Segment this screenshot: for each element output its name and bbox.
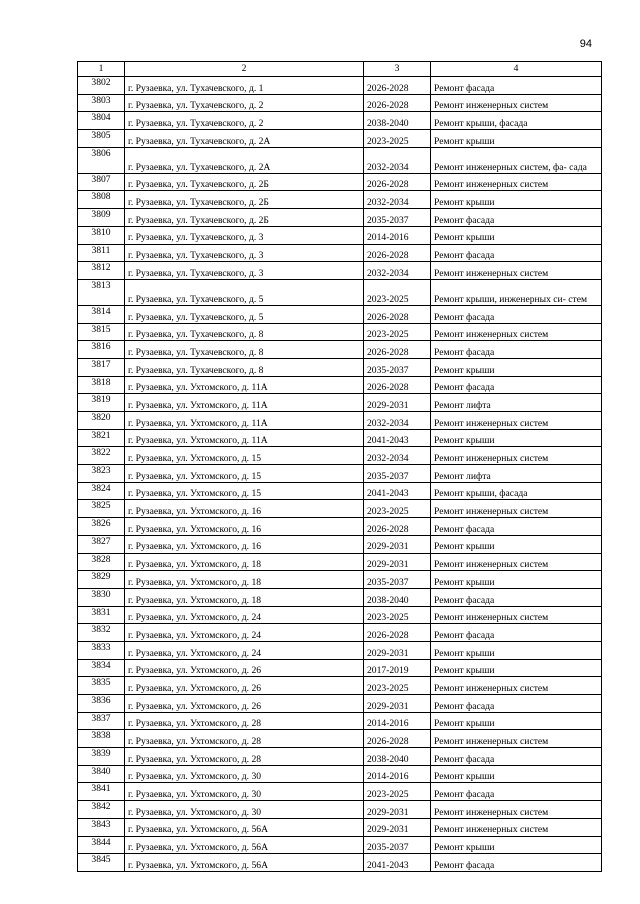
row-address: г. Рузаевка, ул. Ухтомского, д. 24: [125, 606, 364, 624]
page-number: 94: [579, 38, 592, 50]
row-address: г. Рузаевка, ул. Ухтомского, д. 15: [125, 482, 364, 500]
row-work: Ремонт крыши: [431, 535, 602, 553]
row-address: г. Рузаевка, ул. Тухачевского, д. 3: [125, 226, 364, 244]
row-period: 2032-2034: [364, 412, 431, 430]
row-work: Ремонт инженерных систем: [431, 94, 602, 112]
table-row: [78, 447, 602, 465]
row-address: г. Рузаевка, ул. Ухтомского, д. 56А: [125, 836, 364, 854]
row-work: Ремонт фасада: [431, 77, 602, 95]
row-period: 2038-2040: [364, 588, 431, 606]
row-work: Ремонт крыши: [431, 429, 602, 447]
table-row: [78, 730, 602, 748]
row-number: 3829: [78, 571, 125, 589]
row-period: 2041-2043: [364, 854, 431, 872]
row-period: 2035-2037: [364, 465, 431, 483]
row-work: Ремонт фасада: [431, 854, 602, 872]
row-period: 2035-2037: [364, 358, 431, 376]
row-number: 3831: [78, 606, 125, 624]
row-work: Ремонт инженерных систем: [431, 262, 602, 280]
row-work: Ремонт инженерных систем: [431, 500, 602, 518]
row-number: 3818: [78, 376, 125, 394]
table-row: [78, 244, 602, 262]
table-row: [78, 606, 602, 624]
row-number: 3807: [78, 173, 125, 191]
row-address: г. Рузаевка, ул. Тухачевского, д. 3: [125, 244, 364, 262]
row-work: Ремонт фасада: [431, 305, 602, 323]
row-number: 3834: [78, 659, 125, 677]
table-row: [78, 588, 602, 606]
row-work: Ремонт фасада: [431, 209, 602, 227]
table-row: [78, 429, 602, 447]
table-row: [78, 765, 602, 783]
row-work: Ремонт инженерных систем: [431, 801, 602, 819]
row-number: 3802: [78, 77, 125, 95]
row-number: 3843: [78, 818, 125, 836]
row-number: 3824: [78, 482, 125, 500]
row-address: г. Рузаевка, ул. Тухачевского, д. 8: [125, 358, 364, 376]
row-period: 2026-2028: [364, 305, 431, 323]
table-row: [78, 641, 602, 659]
row-number: 3830: [78, 588, 125, 606]
row-number: 3845: [78, 854, 125, 872]
row-work: Ремонт фасада: [431, 624, 602, 642]
row-address: г. Рузаевка, ул. Ухтомского, д. 16: [125, 535, 364, 553]
row-number: 3805: [78, 130, 125, 148]
table-row: [78, 500, 602, 518]
table-row: [78, 341, 602, 359]
table-row: [78, 94, 602, 112]
table-body: [78, 77, 602, 872]
row-period: 2032-2034: [364, 262, 431, 280]
table-row: [78, 535, 602, 553]
table-row: [78, 571, 602, 589]
table-row: [78, 112, 602, 130]
row-address: г. Рузаевка, ул. Ухтомского, д. 24: [125, 624, 364, 642]
row-period: 2026-2028: [364, 94, 431, 112]
row-number: 3828: [78, 553, 125, 571]
row-number: 3817: [78, 358, 125, 376]
row-work: Ремонт инженерных систем: [431, 606, 602, 624]
table-row: [78, 376, 602, 394]
column-header: 1: [78, 62, 125, 77]
row-number: 3842: [78, 801, 125, 819]
row-number: 3813: [78, 279, 125, 305]
table-row: [78, 147, 602, 173]
row-work: Ремонт крыши: [431, 191, 602, 209]
row-period: 2026-2028: [364, 341, 431, 359]
row-period: 2014-2016: [364, 765, 431, 783]
row-number: 3803: [78, 94, 125, 112]
row-period: 2014-2016: [364, 712, 431, 730]
table-row: [78, 465, 602, 483]
row-address: г. Рузаевка, ул. Тухачевского, д. 5: [125, 305, 364, 323]
column-header: 2: [125, 62, 364, 77]
table-row: [78, 358, 602, 376]
table-row: [78, 783, 602, 801]
table-row: [78, 412, 602, 430]
row-number: 3815: [78, 323, 125, 341]
row-work: Ремонт лифта: [431, 465, 602, 483]
row-work: Ремонт инженерных систем: [431, 553, 602, 571]
table-row: [78, 695, 602, 713]
table-row: [78, 226, 602, 244]
row-period: 2035-2037: [364, 209, 431, 227]
repair-schedule-table: [77, 61, 602, 872]
row-number: 3825: [78, 500, 125, 518]
row-address: г. Рузаевка, ул. Тухачевского, д. 5: [125, 279, 364, 305]
row-period: 2026-2028: [364, 376, 431, 394]
row-number: 3823: [78, 465, 125, 483]
table-row: [78, 854, 602, 872]
row-period: 2023-2025: [364, 279, 431, 305]
row-address: г. Рузаевка, ул. Ухтомского, д. 11А: [125, 412, 364, 430]
table-row: [78, 677, 602, 695]
table-row: [78, 836, 602, 854]
row-number: 3836: [78, 695, 125, 713]
row-address: г. Рузаевка, ул. Ухтомского, д. 16: [125, 518, 364, 536]
row-address: г. Рузаевка, ул. Тухачевского, д. 8: [125, 323, 364, 341]
row-address: г. Рузаевка, ул. Ухтомского, д. 56А: [125, 854, 364, 872]
row-address: г. Рузаевка, ул. Тухачевского, д. 3: [125, 262, 364, 280]
row-period: 2032-2034: [364, 447, 431, 465]
row-work: Ремонт крыши, фасада: [431, 482, 602, 500]
row-work: Ремонт инженерных систем: [431, 173, 602, 191]
table-row: [78, 482, 602, 500]
row-number: 3837: [78, 712, 125, 730]
row-number: 3809: [78, 209, 125, 227]
row-number: 3816: [78, 341, 125, 359]
row-address: г. Рузаевка, ул. Ухтомского, д. 15: [125, 447, 364, 465]
row-work: Ремонт крыши: [431, 130, 602, 148]
row-address: г. Рузаевка, ул. Ухтомского, д. 24: [125, 641, 364, 659]
row-address: г. Рузаевка, ул. Ухтомского, д. 11А: [125, 394, 364, 412]
row-address: г. Рузаевка, ул. Тухачевского, д. 2: [125, 94, 364, 112]
table-row: [78, 553, 602, 571]
row-address: г. Рузаевка, ул. Ухтомского, д. 18: [125, 588, 364, 606]
row-period: 2029-2031: [364, 641, 431, 659]
row-address: г. Рузаевка, ул. Тухачевского, д. 1: [125, 77, 364, 95]
row-address: г. Рузаевка, ул. Ухтомского, д. 26: [125, 659, 364, 677]
row-address: г. Рузаевка, ул. Тухачевского, д. 8: [125, 341, 364, 359]
row-number: 3835: [78, 677, 125, 695]
row-work: Ремонт крыши: [431, 659, 602, 677]
row-period: 2026-2028: [364, 518, 431, 536]
table-row: [78, 209, 602, 227]
row-address: г. Рузаевка, ул. Ухтомского, д. 56А: [125, 818, 364, 836]
row-address: г. Рузаевка, ул. Ухтомского, д. 30: [125, 783, 364, 801]
row-work: Ремонт лифта: [431, 394, 602, 412]
row-address: г. Рузаевка, ул. Ухтомского, д. 15: [125, 465, 364, 483]
table-row: [78, 262, 602, 280]
row-period: 2023-2025: [364, 783, 431, 801]
row-work: Ремонт крыши: [431, 358, 602, 376]
table-row: [78, 712, 602, 730]
table-header-row: [78, 62, 602, 77]
row-work: Ремонт фасада: [431, 376, 602, 394]
row-number: 3840: [78, 765, 125, 783]
row-number: 3839: [78, 748, 125, 766]
table-row: [78, 305, 602, 323]
table-row: [78, 130, 602, 148]
row-work: Ремонт фасада: [431, 695, 602, 713]
row-address: г. Рузаевка, ул. Ухтомского, д. 28: [125, 730, 364, 748]
row-number: 3832: [78, 624, 125, 642]
row-number: 3819: [78, 394, 125, 412]
row-period: 2023-2025: [364, 500, 431, 518]
row-address: г. Рузаевка, ул. Ухтомского, д. 11А: [125, 376, 364, 394]
row-period: 2026-2028: [364, 730, 431, 748]
row-period: 2032-2034: [364, 191, 431, 209]
row-work: Ремонт фасада: [431, 341, 602, 359]
row-period: 2029-2031: [364, 394, 431, 412]
row-period: 2029-2031: [364, 818, 431, 836]
row-work: Ремонт фасада: [431, 588, 602, 606]
row-work: Ремонт крыши: [431, 641, 602, 659]
row-number: 3812: [78, 262, 125, 280]
row-period: 2041-2043: [364, 429, 431, 447]
row-address: г. Рузаевка, ул. Ухтомского, д. 11А: [125, 429, 364, 447]
row-work: Ремонт крыши: [431, 836, 602, 854]
row-address: г. Рузаевка, ул. Ухтомского, д. 26: [125, 677, 364, 695]
row-period: 2026-2028: [364, 244, 431, 262]
row-work: Ремонт фасада: [431, 244, 602, 262]
row-period: 2014-2016: [364, 226, 431, 244]
row-number: 3822: [78, 447, 125, 465]
row-number: 3838: [78, 730, 125, 748]
row-work: Ремонт крыши: [431, 712, 602, 730]
table-row: [78, 173, 602, 191]
row-work: Ремонт инженерных систем, фа- сада: [431, 147, 602, 173]
row-period: 2026-2028: [364, 77, 431, 95]
row-work: Ремонт инженерных систем: [431, 818, 602, 836]
row-period: 2026-2028: [364, 173, 431, 191]
table-row: [78, 279, 602, 305]
row-address: г. Рузаевка, ул. Ухтомского, д. 30: [125, 801, 364, 819]
row-address: г. Рузаевка, ул. Ухтомского, д. 26: [125, 695, 364, 713]
row-number: 3841: [78, 783, 125, 801]
row-period: 2038-2040: [364, 748, 431, 766]
row-address: г. Рузаевка, ул. Ухтомского, д. 16: [125, 500, 364, 518]
row-address: г. Рузаевка, ул. Тухачевского, д. 2А: [125, 130, 364, 148]
row-period: 2029-2031: [364, 535, 431, 553]
row-number: 3826: [78, 518, 125, 536]
row-work: Ремонт инженерных систем: [431, 677, 602, 695]
row-work: Ремонт крыши: [431, 765, 602, 783]
row-period: 2023-2025: [364, 130, 431, 148]
table-row: [78, 191, 602, 209]
row-address: г. Рузаевка, ул. Ухтомского, д. 18: [125, 553, 364, 571]
row-number: 3833: [78, 641, 125, 659]
row-work: Ремонт инженерных систем: [431, 447, 602, 465]
row-address: г. Рузаевка, ул. Тухачевского, д. 2Б: [125, 191, 364, 209]
row-period: 2041-2043: [364, 482, 431, 500]
table-row: [78, 624, 602, 642]
row-period: 2029-2031: [364, 695, 431, 713]
row-number: 3806: [78, 147, 125, 173]
row-period: 2038-2040: [364, 112, 431, 130]
row-work: Ремонт крыши: [431, 226, 602, 244]
column-header: 4: [431, 62, 602, 77]
row-work: Ремонт фасада: [431, 783, 602, 801]
row-work: Ремонт инженерных систем: [431, 730, 602, 748]
table-row: [78, 801, 602, 819]
table-row: [78, 818, 602, 836]
row-period: 2023-2025: [364, 606, 431, 624]
row-number: 3814: [78, 305, 125, 323]
row-number: 3804: [78, 112, 125, 130]
column-header: 3: [364, 62, 431, 77]
row-period: 2023-2025: [364, 677, 431, 695]
table-row: [78, 323, 602, 341]
row-number: 3844: [78, 836, 125, 854]
table-row: [78, 518, 602, 536]
row-period: 2029-2031: [364, 553, 431, 571]
row-number: 3821: [78, 429, 125, 447]
row-address: г. Рузаевка, ул. Тухачевского, д. 2А: [125, 147, 364, 173]
row-number: 3820: [78, 412, 125, 430]
row-period: 2026-2028: [364, 624, 431, 642]
row-period: 2023-2025: [364, 323, 431, 341]
row-address: г. Рузаевка, ул. Тухачевского, д. 2Б: [125, 173, 364, 191]
row-address: г. Рузаевка, ул. Ухтомского, д. 28: [125, 712, 364, 730]
row-number: 3811: [78, 244, 125, 262]
row-address: г. Рузаевка, ул. Ухтомского, д. 28: [125, 748, 364, 766]
row-address: г. Рузаевка, ул. Тухачевского, д. 2: [125, 112, 364, 130]
row-period: 2017-2019: [364, 659, 431, 677]
row-work: Ремонт фасада: [431, 748, 602, 766]
row-work: Ремонт крыши, инженерных си- стем: [431, 279, 602, 305]
row-number: 3810: [78, 226, 125, 244]
row-work: Ремонт крыши: [431, 571, 602, 589]
table-row: [78, 394, 602, 412]
row-period: 2029-2031: [364, 801, 431, 819]
row-number: 3827: [78, 535, 125, 553]
row-period: 2032-2034: [364, 147, 431, 173]
row-work: Ремонт инженерных систем: [431, 412, 602, 430]
row-work: Ремонт фасада: [431, 518, 602, 536]
table-row: [78, 748, 602, 766]
row-number: 3808: [78, 191, 125, 209]
table-row: [78, 77, 602, 95]
row-address: г. Рузаевка, ул. Тухачевского, д. 2Б: [125, 209, 364, 227]
row-work: Ремонт инженерных систем: [431, 323, 602, 341]
row-address: г. Рузаевка, ул. Ухтомского, д. 30: [125, 765, 364, 783]
row-period: 2035-2037: [364, 836, 431, 854]
table-row: [78, 659, 602, 677]
row-period: 2035-2037: [364, 571, 431, 589]
row-address: г. Рузаевка, ул. Ухтомского, д. 18: [125, 571, 364, 589]
row-work: Ремонт крыши, фасада: [431, 112, 602, 130]
